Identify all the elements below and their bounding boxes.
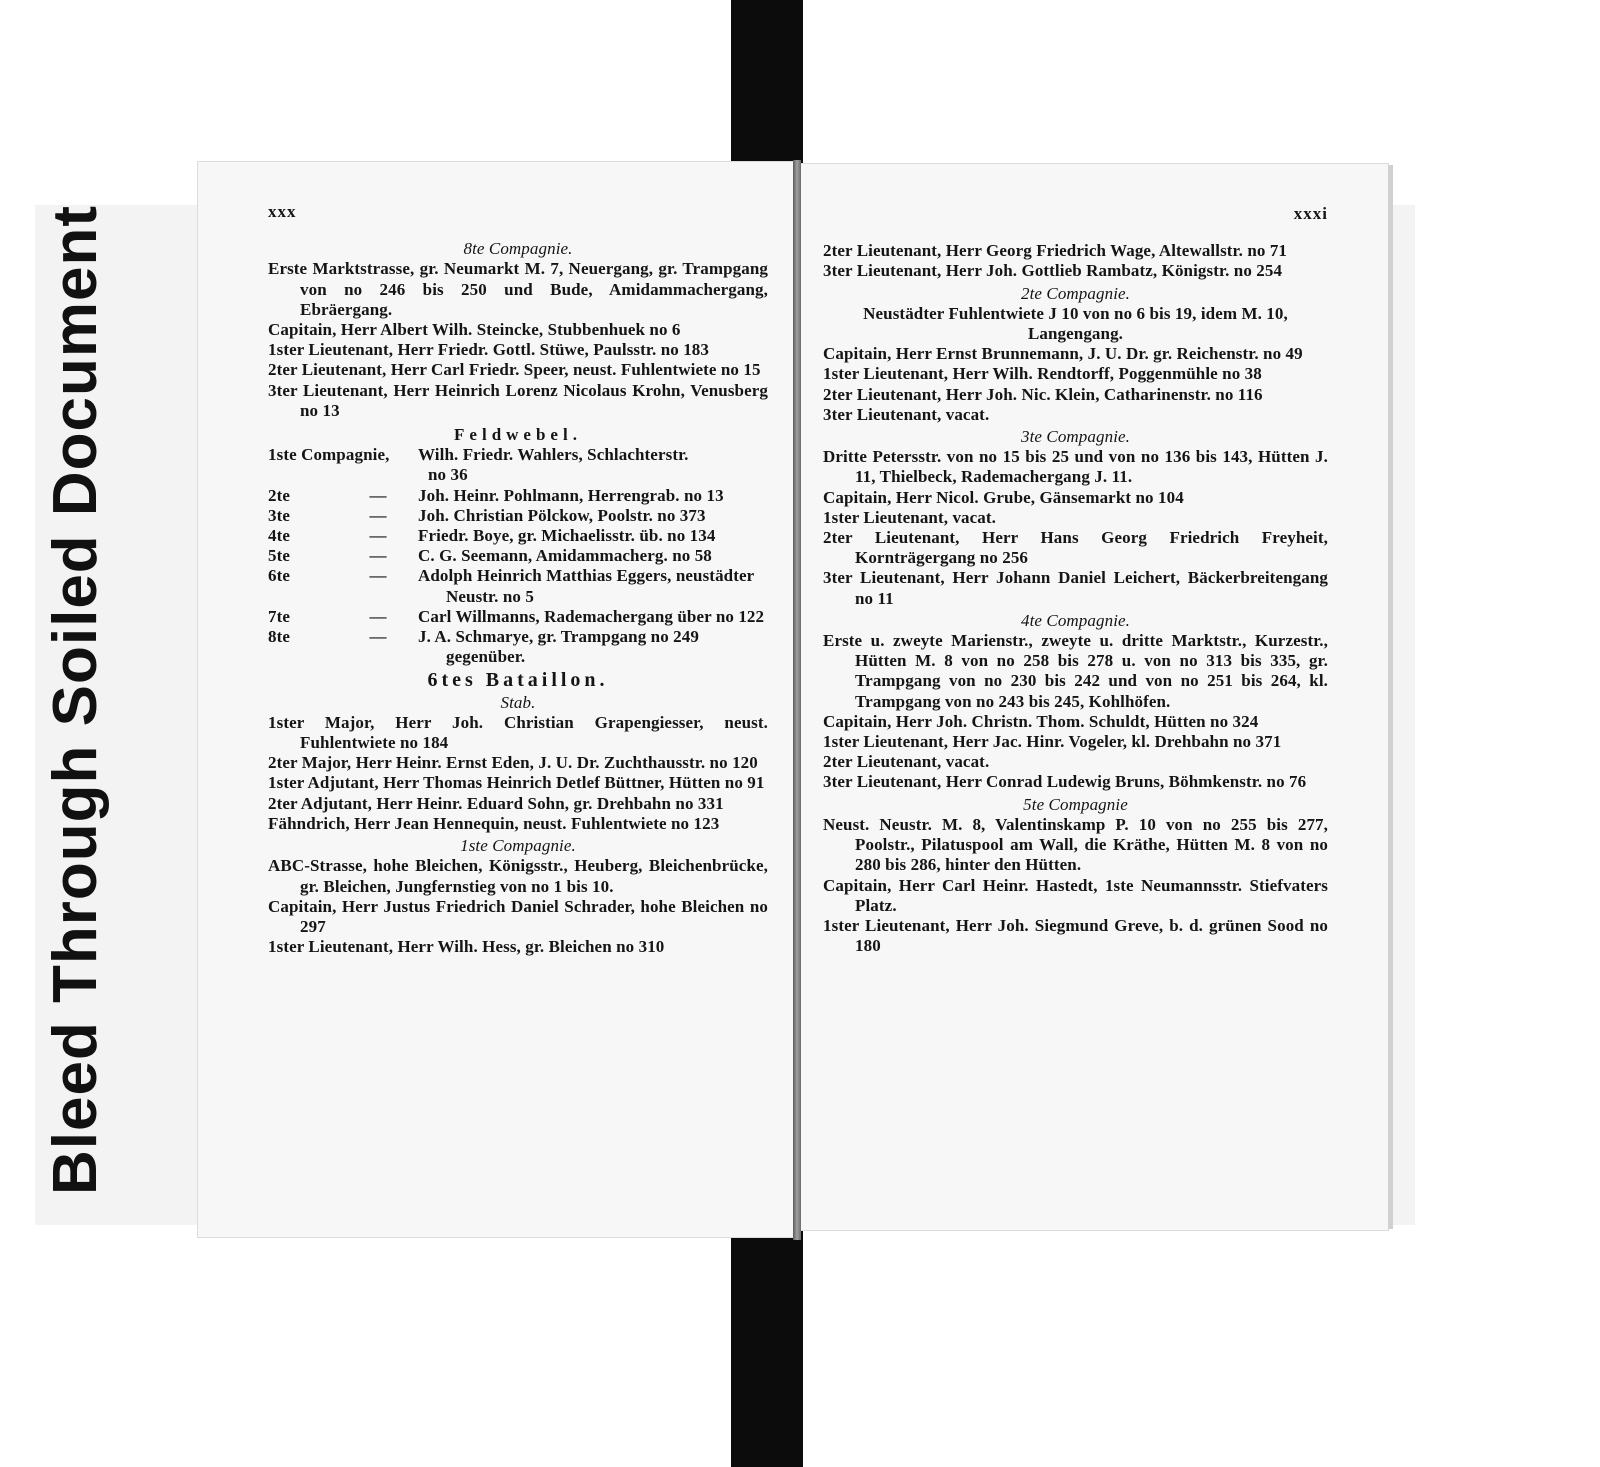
entry: Erste u. zweyte Marienstr., zweyte u. dritte Marktstr., Kurzestr., Hütten M. 8 von no 258 bis 278 u. von no 313 bis 335, gr. Trampgang von no 230 bis 242 und von no 251 bis 264, kl. Trampgang von no 243 bis 245, Kohlhöfen. xyxy=(823,631,1328,711)
feldwebel-name: Friedr. Boye, gr. Michaelisstr. üb. no 134 xyxy=(418,526,716,546)
feldwebel-row xyxy=(268,546,768,566)
side-label: Bleed Through Soiled Document xyxy=(41,204,110,1195)
company-label: 1ste Compagnie, xyxy=(268,445,390,465)
entry: 2ter Lieutenant, vacat. xyxy=(823,752,990,772)
section-heading: 1ste Compagnie. xyxy=(460,836,576,856)
feldwebel-name: Adolph Heinrich Matthias Eggers, neustädter Neustr. no 5 xyxy=(418,566,754,606)
feldwebel-row xyxy=(268,445,768,485)
company-label: 3te xyxy=(268,505,291,525)
entry: Erste Marktstrasse, gr. Neumarkt M. 7, Neuergang, gr. Trampgang von no 246 bis 250 und Bude, Amidammachergang, Ebräergang. xyxy=(268,259,768,319)
feldwebel-row xyxy=(268,526,768,546)
right-page-content xyxy=(823,204,1328,956)
feldwebel-name: C. G. Seemann, Amidammacherg. no 58 xyxy=(418,546,712,566)
left-page xyxy=(198,162,796,1237)
ditto-dash: — xyxy=(369,606,387,626)
feldwebel-row xyxy=(268,506,768,526)
feldwebel-name: Wilh. Friedr. Wahlers, Schlachterstr. xyxy=(418,445,689,465)
entry: 2ter Major, Herr Heinr. Ernst Eden, J. U. Dr. Zuchthausstr. no 120 xyxy=(268,753,758,773)
company-label: 5te xyxy=(268,546,291,566)
entry: Capitain, Herr Justus Friedrich Daniel Schrader, hohe Bleichen no 297 xyxy=(268,896,768,936)
staff-heading: Stab. xyxy=(500,692,536,712)
feldwebel-row xyxy=(268,486,768,506)
ditto-dash: — xyxy=(369,505,387,525)
entry: 3ter Lieutenant, vacat. xyxy=(823,404,990,424)
entry: Capitain, Herr Nicol. Grube, Gänsemarkt no 104 xyxy=(823,487,1184,507)
battalion-heading: 6tes Bataillon. xyxy=(427,669,609,692)
company-label: 4te xyxy=(268,526,291,546)
entry: 3ter Lieutenant, Herr Conrad Ludewig Bruns, Böhmkenstr. no 76 xyxy=(823,772,1307,792)
left-page-content xyxy=(268,202,768,957)
ditto-dash: — xyxy=(369,627,387,647)
binding-strap-top xyxy=(731,0,803,165)
section-heading: 4te Compagnie. xyxy=(1020,610,1131,630)
entry: 3ter Lieutenant, Herr Joh. Gottlieb Rambatz, Königstr. no 254 xyxy=(823,261,1283,281)
feldwebel-name: J. A. Schmarye, gr. Trampgang no 249 gegenüber. xyxy=(418,627,699,667)
book-gutter xyxy=(793,160,801,1240)
entry: 1ster Adjutant, Herr Thomas Heinrich Detlef Büttner, Hütten no 91 xyxy=(268,773,765,793)
page-number: xxx xyxy=(268,202,297,221)
entry: 2ter Lieutenant, Herr Georg Friedrich Wage, Altewallstr. no 71 xyxy=(823,241,1288,261)
feldwebel-row xyxy=(268,627,768,667)
company-label: 7te xyxy=(268,606,291,626)
entry: Fähndrich, Herr Jean Hennequin, neust. Fuhlentwiete no 123 xyxy=(268,813,720,833)
entry: 1ster Major, Herr Joh. Christian Grapengiesser, neust. Fuhlentwiete no 184 xyxy=(268,712,768,753)
company-label: 6te xyxy=(268,566,291,586)
company-label: 2te xyxy=(268,485,291,505)
feldwebel-name: Joh. Christian Pölckow, Poolstr. no 373 xyxy=(418,505,706,525)
entry: 2ter Lieutenant, Herr Carl Friedr. Speer, neust. Fuhlentwiete no 15 xyxy=(268,360,761,380)
ditto-dash: — xyxy=(369,526,387,546)
feldwebel-name: Carl Willmanns, Rademachergang über no 122 xyxy=(418,606,765,626)
entry: 2ter Lieutenant, Herr Joh. Nic. Klein, Catharinenstr. no 116 xyxy=(823,384,1263,404)
feldwebel-address: no 36 xyxy=(428,465,468,485)
entry: 1ster Lieutenant, Herr Wilh. Rendtorff, Poggenmühle no 38 xyxy=(823,364,1262,384)
right-page xyxy=(798,164,1388,1230)
binding-strap-bottom xyxy=(731,1230,803,1467)
entry: 3ter Lieutenant, Herr Heinrich Lorenz Nicolaus Krohn, Venusberg no 13 xyxy=(268,380,768,420)
entry: ABC-Strasse, hohe Bleichen, Königsstr., Heuberg, Bleichenbrücke, gr. Bleichen, Jungfernstieg von no 1 bis 10. xyxy=(268,856,768,896)
entry: Capitain, Herr Joh. Christn. Thom. Schuldt, Hütten no 324 xyxy=(823,711,1259,731)
entry: 3ter Lieutenant, Herr Johann Daniel Leichert, Bäckerbreitengang no 11 xyxy=(823,568,1328,608)
entry: 1ster Lieutenant, vacat. xyxy=(823,507,997,527)
section-heading: 3te Compagnie. xyxy=(1020,427,1131,447)
section-heading: 5te Compagnie xyxy=(1023,794,1128,814)
section-heading: 8te Compagnie. xyxy=(463,239,573,259)
section-heading: 2te Compagnie. xyxy=(1020,283,1131,303)
feldwebel-row xyxy=(268,607,768,627)
entry: Capitain, Herr Carl Heinr. Hastedt, 1ste Neumannsstr. Stiefvaters Platz. xyxy=(823,875,1328,915)
feldwebel-row xyxy=(268,566,768,606)
district-entry: Neustädter Fuhlentwiete J 10 von no 6 bis 19, idem M. 10, Langengang. xyxy=(863,303,1288,344)
entry: Dritte Petersstr. von no 15 bis 25 und von no 136 bis 143, Hütten J. 11, Thielbeck, Rademachergang J. 11. xyxy=(823,447,1328,487)
ditto-dash: — xyxy=(369,546,387,566)
page-number: xxxi xyxy=(1293,204,1328,223)
entry: Capitain, Herr Albert Wilh. Steincke, Stubbenhuek no 6 xyxy=(268,320,681,340)
entry: 1ster Lieutenant, Herr Wilh. Hess, gr. Bleichen no 310 xyxy=(268,937,665,957)
feldwebel-name: Joh. Heinr. Pohlmann, Herrengrab. no 13 xyxy=(418,485,724,505)
entry: 2ter Lieutenant, Herr Hans Georg Friedrich Freyheit, Kornträgergang no 256 xyxy=(823,528,1328,568)
section-heading: Feldwebel. xyxy=(454,425,582,445)
entry: Neust. Neustr. M. 8, Valentinskamp P. 10 von no 255 bis 277, Poolstr., Pilatuspool am Wall, die Kräthe, Hütten M. 8 von no 280 bis 286, hinter den Hütten. xyxy=(823,814,1328,875)
entry: 1ster Lieutenant, Herr Jac. Hinr. Vogeler, kl. Drehbahn no 371 xyxy=(823,732,1282,752)
ditto-dash: — xyxy=(369,485,387,505)
entry: 1ster Lieutenant, Herr Joh. Siegmund Greve, b. d. grünen Sood no 180 xyxy=(823,915,1328,956)
entry: 2ter Adjutant, Herr Heinr. Eduard Sohn, gr. Drehbahn no 331 xyxy=(268,793,724,813)
ditto-dash: — xyxy=(369,566,387,586)
company-label: 8te xyxy=(268,627,291,647)
entry: Capitain, Herr Ernst Brunnemann, J. U. Dr. gr. Reichenstr. no 49 xyxy=(823,344,1303,364)
entry: 1ster Lieutenant, Herr Friedr. Gottl. Stüwe, Paulsstr. no 183 xyxy=(268,340,709,360)
